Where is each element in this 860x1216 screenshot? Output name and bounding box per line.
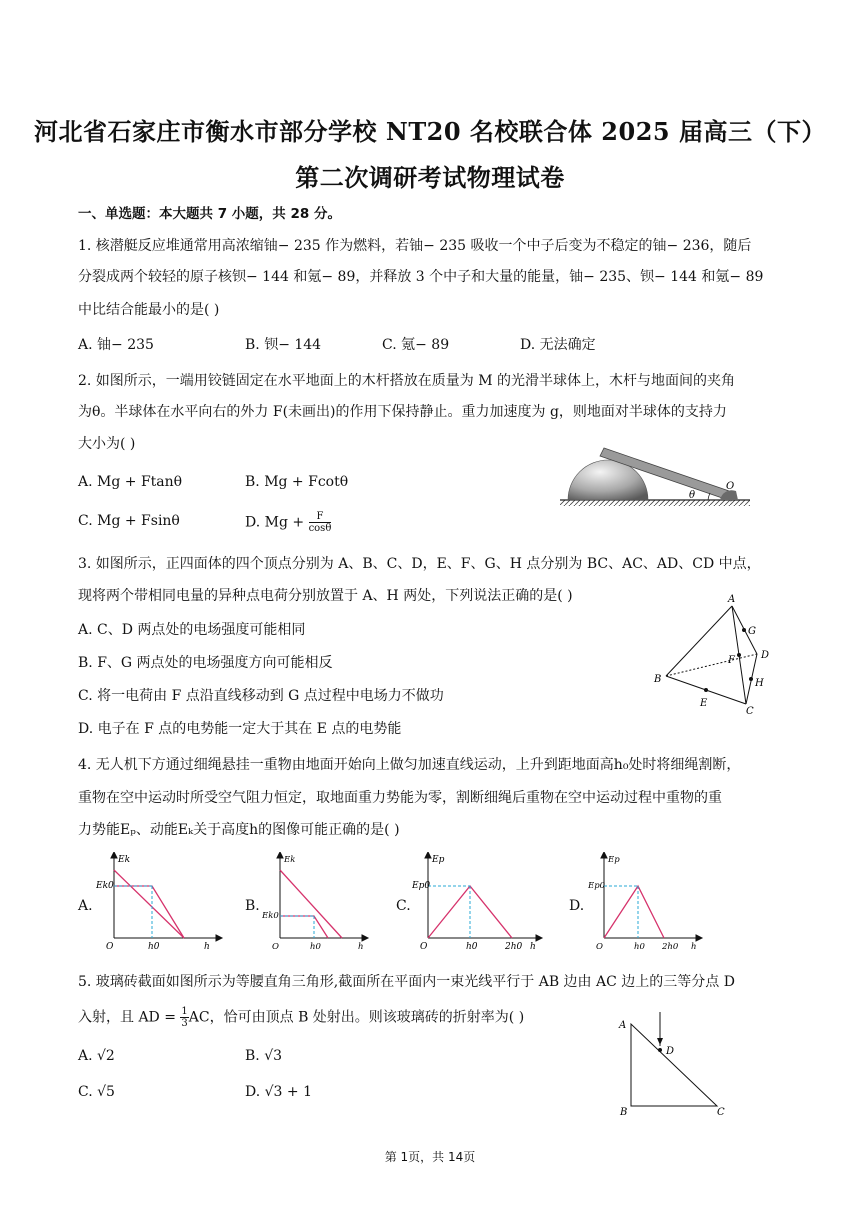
label-b: B — [620, 1107, 628, 1118]
origin-label: O — [596, 942, 603, 952]
edge-ab — [666, 606, 732, 676]
label-f: F — [728, 655, 735, 666]
q1-option-b: B. 钡− 144 — [245, 337, 322, 353]
h0-label: h0 — [310, 942, 321, 952]
q2-line2: 为θ。半球体在水平向右的外力 F(未画出)的作用下保持静止。重力加速度为 g，则地面对半球体的支持力 — [78, 404, 727, 420]
q4-graph-b — [262, 852, 374, 952]
x-label: h — [358, 942, 364, 952]
q3-option-c: C. 将一电荷由 F 点沿直线移动到 G 点过程中电场力不做功 — [78, 688, 444, 704]
q5-option-a: A. √2 — [78, 1048, 115, 1064]
q3-option-d: D. 电子在 F 点的电势能一定大于其在 E 点的电势能 — [78, 721, 402, 737]
triangle-abc — [631, 1024, 717, 1106]
q5-line2 — [78, 1006, 524, 1029]
2h0-label: 2h0 — [662, 942, 679, 952]
ep-line — [604, 886, 664, 938]
ek-line-down — [114, 886, 184, 938]
label-a: A — [728, 594, 736, 605]
q4-line2: 重物在空中运动时所受空气阻力恒定，取地面重力势能为零，割断细绳后重物在空中运动过程中重物的重 — [78, 790, 722, 806]
x-arrow-icon — [362, 935, 368, 941]
q3-line1: 3. 如图所示，正四面体的四个顶点分别为 A、B、C、D，E、F、G、H 点分别为 BC、AC、AD、CD 中点， — [78, 556, 761, 572]
q4-line1: 4. 无人机下方通过细绳悬挂一重物由地面开始向上做匀加速直线运动，上升到距地面高h₀处时将细绳割断， — [78, 757, 741, 773]
ray-arrow-icon — [657, 1038, 663, 1045]
origin-label: O — [272, 942, 279, 952]
y-label: Ep — [608, 855, 620, 865]
q5-line2-end: AC，恰可由顶点 B 处射出。则该玻璃砖的折射率为( ) — [188, 1009, 525, 1026]
q2-option-c: C. Mg + Fsinθ — [78, 513, 180, 529]
q1-option-a: A. 铀− 235 — [78, 337, 154, 353]
y-label: Ep — [432, 855, 445, 865]
edge-bd-hidden — [666, 654, 757, 676]
x-arrow-icon — [696, 935, 702, 941]
q1-option-c: C. 氪− 89 — [382, 337, 450, 353]
point-d — [658, 1048, 662, 1052]
origin-label: O — [106, 942, 114, 952]
point-h — [749, 677, 753, 681]
q1-option-d: D. 无法确定 — [520, 337, 596, 353]
x-arrow-icon — [216, 935, 222, 941]
q2-option-a: A. Mg + Ftanθ — [78, 474, 183, 490]
ek0-label: Ek0 — [96, 881, 114, 891]
origin-label: O — [420, 942, 428, 952]
angle-arc — [708, 493, 710, 500]
q4-option-c: C. — [396, 898, 411, 914]
section-heading: 一、单选题：本大题共 7 小题，共 28 分。 — [78, 206, 341, 222]
q2-option-b: B. Mg + Fcotθ — [245, 474, 349, 490]
q5-option-d: D. √3 + 1 — [245, 1084, 312, 1100]
ep0-label: Ep0 — [588, 881, 606, 891]
q4-option-a: A. — [78, 898, 93, 914]
q2-line1: 2. 如图所示，一端用铰链固定在水平地面上的木杆搭放在质量为 M 的光滑半球体上，木杆与地面间的夹角 — [78, 373, 736, 389]
q5-triangle-figure — [615, 1012, 735, 1120]
point-o-label: O — [726, 481, 735, 492]
exam-title-line1: 河北省石家庄市衡水市部分学校 NT20 名校联合体 2025 届高三（下） — [34, 117, 826, 146]
angle-theta-label: θ — [689, 490, 696, 501]
fraction-denominator: 3 — [181, 1018, 188, 1029]
q4-graph-d — [588, 852, 708, 952]
q4-option-b: B. — [245, 898, 260, 914]
q5-fraction — [180, 1006, 188, 1029]
ep0-label: Ep0 — [412, 881, 431, 891]
y-arrow-icon — [111, 852, 117, 858]
y-label: Ek — [284, 855, 296, 865]
ek-line-down — [280, 916, 328, 938]
fraction-numerator: F — [309, 511, 332, 523]
label-h: H — [755, 678, 764, 689]
q4-line3: 力势能Eₚ、动能Eₖ关于高度h的图像可能正确的是( ) — [78, 822, 400, 838]
q5-line1: 5. 玻璃砖截面如图所示为等腰直角三角形,截面所在平面内一束光线平行于 AB 边由 AC 边上的三等分点 D — [78, 974, 735, 990]
q3-option-b: B. F、G 两点处的电场强度方向可能相反 — [78, 655, 333, 671]
label-c: C — [746, 706, 754, 717]
q4-graph-a — [96, 852, 226, 952]
point-f — [737, 653, 741, 657]
label-e: E — [700, 698, 708, 709]
label-a: A — [619, 1020, 627, 1031]
2h0-label: 2h0 — [505, 942, 523, 952]
x-label: h — [530, 942, 536, 952]
x-label: h — [691, 942, 697, 952]
page-footer: 第 1页，共 14页 — [384, 1150, 476, 1164]
x-label: h — [204, 942, 210, 952]
q1-line3: 中比结合能最小的是( ) — [78, 302, 220, 318]
ek0-label: Ek0 — [262, 911, 279, 921]
q4-option-d: D. — [569, 898, 585, 914]
q3-line2: 现将两个带相同电量的异种点电荷分别放置于 A、H 两处，下列说法正确的是( ) — [78, 588, 573, 604]
q2-option-d-prefix: D. Mg + — [245, 514, 309, 531]
q5-option-c: C. √5 — [78, 1084, 115, 1100]
h0-label: h0 — [148, 942, 160, 952]
q1-line1: 1. 核潜艇反应堆通常用高浓缩铀− 235 作为燃料，若铀− 235 吸收一个中子后变为不稳定的铀− 236，随后 — [78, 238, 752, 254]
q2-option-d — [245, 511, 331, 534]
y-arrow-icon — [277, 852, 283, 858]
h0-label: h0 — [466, 942, 478, 952]
ek-line-up — [280, 870, 342, 938]
q4-graph-c — [412, 852, 547, 952]
label-d: D — [761, 650, 770, 661]
q3-tetrahedron-figure — [645, 592, 785, 717]
point-e — [704, 688, 708, 692]
exam-title-line2: 第二次调研考试物理试卷 — [295, 163, 565, 192]
y-label: Ek — [118, 855, 131, 865]
q2-line3: 大小为( ) — [78, 436, 136, 452]
label-c: C — [717, 1107, 725, 1118]
label-g: G — [748, 626, 756, 637]
fraction-numerator: 1 — [181, 1006, 188, 1017]
label-d: D — [666, 1046, 675, 1057]
q1-line2: 分裂成两个较轻的原子核钡− 144 和氪− 89，并释放 3 个中子和大量的能量，铀− 235、钡− 144 和氪− 89 — [78, 269, 764, 285]
fraction-denominator: cosθ — [308, 523, 332, 534]
ek-line-up — [114, 870, 184, 938]
y-arrow-icon — [601, 852, 607, 858]
x-arrow-icon — [536, 935, 542, 941]
y-arrow-icon — [425, 852, 431, 858]
q2-option-d-fraction — [309, 511, 332, 534]
q3-option-a: A. C、D 两点处的电场强度可能相同 — [78, 622, 306, 638]
q5-line2-start: 入射，且 AD = — [78, 1009, 181, 1026]
h0-label: h0 — [634, 942, 645, 952]
label-b: B — [654, 674, 662, 685]
ground-hatch — [560, 500, 750, 506]
q2-hemisphere-figure — [560, 445, 750, 510]
q5-option-b: B. √3 — [245, 1048, 283, 1064]
point-g — [742, 628, 746, 632]
